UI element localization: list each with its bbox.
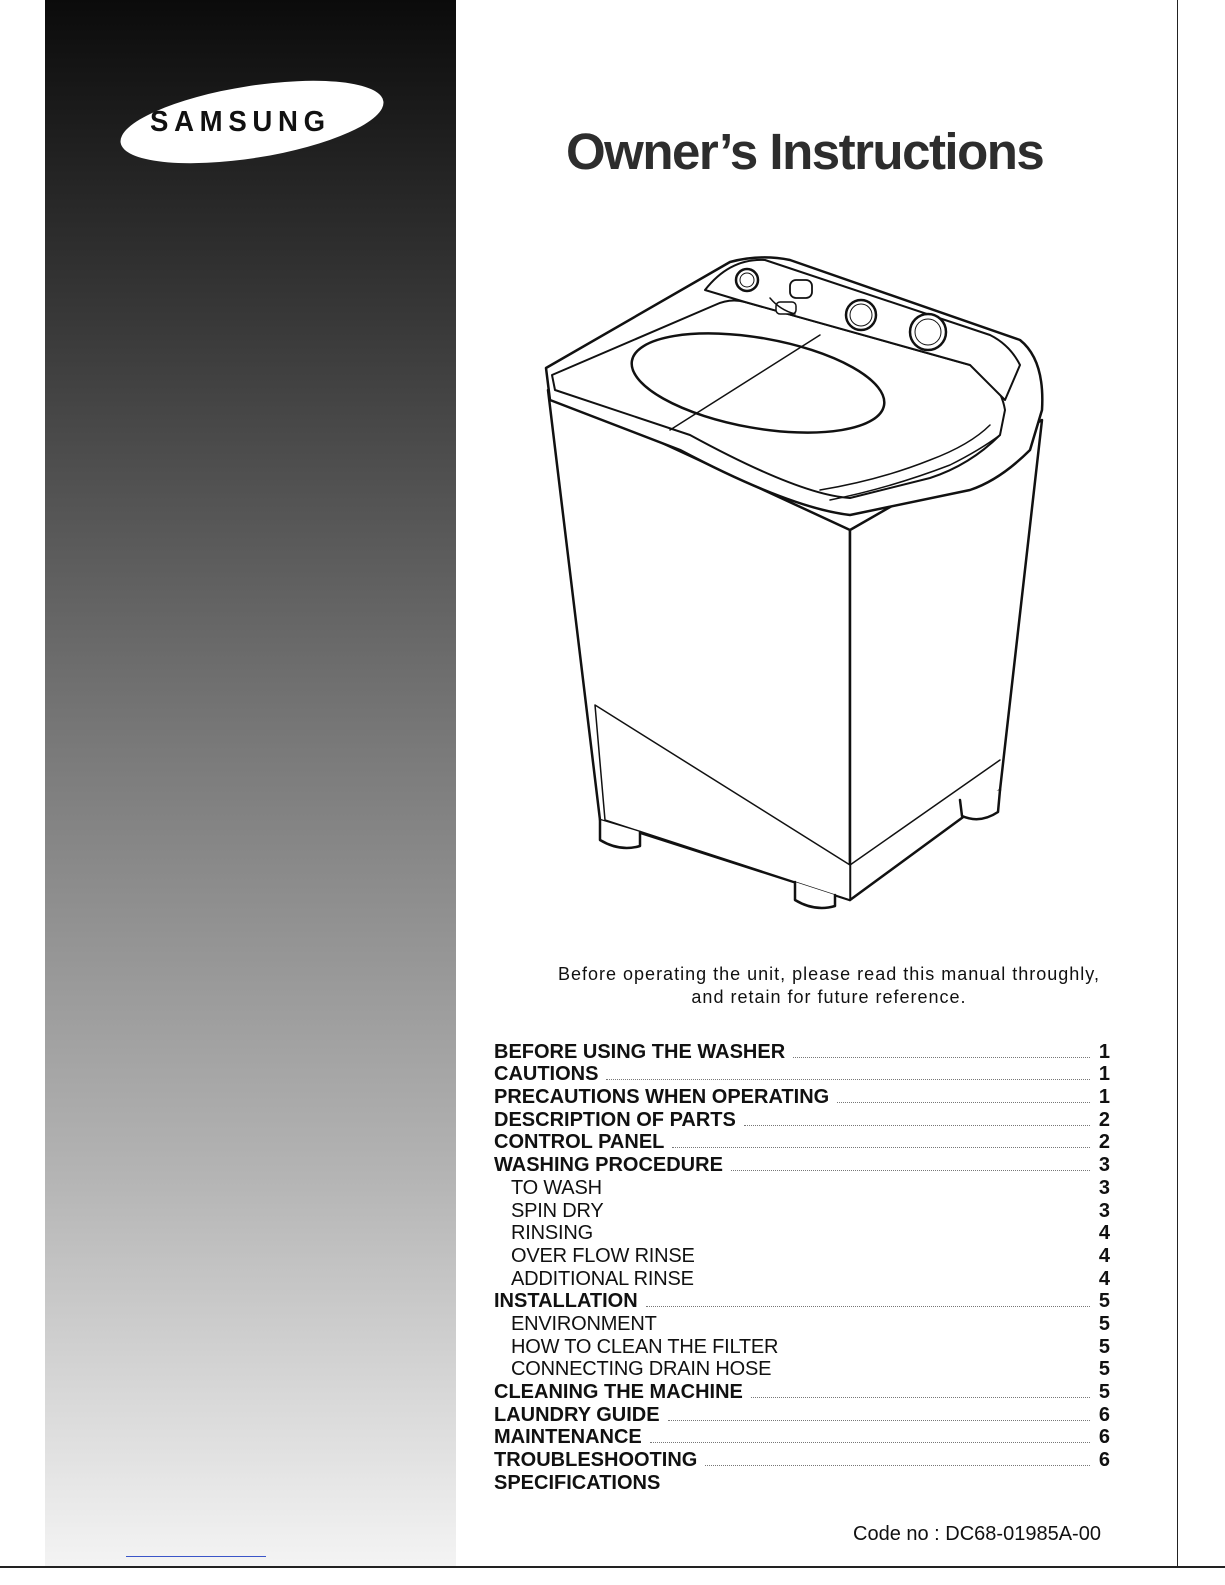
table-of-contents	[494, 1039, 1110, 1493]
toc-row[interactable]	[494, 1334, 1110, 1357]
toc-row[interactable]	[494, 1039, 1110, 1062]
twin-tub-washing-machine-icon	[530, 250, 1060, 910]
toc-row[interactable]	[494, 1175, 1110, 1198]
toc-label: CONTROL PANEL	[494, 1131, 665, 1154]
toc-label: RINSING	[511, 1222, 593, 1245]
toc-page-number: 6	[1098, 1426, 1110, 1449]
toc-label: OVER FLOW RINSE	[511, 1244, 695, 1267]
toc-row[interactable]	[494, 1243, 1110, 1266]
toc-row[interactable]	[494, 1084, 1110, 1107]
toc-label: DESCRIPTION OF PARTS	[494, 1108, 736, 1131]
toc-leader-dots	[650, 1442, 1090, 1443]
toc-row[interactable]	[494, 1221, 1110, 1244]
page-title: Owner’s Instructions	[566, 123, 1044, 180]
toc-row[interactable]	[494, 1402, 1110, 1425]
toc-label: CONNECTING DRAIN HOSE	[511, 1358, 772, 1381]
toc-page-number: 3	[1098, 1199, 1110, 1222]
toc-page-number: 5	[1098, 1290, 1110, 1313]
toc-leader-dots	[606, 1079, 1090, 1080]
toc-page-number: 5	[1098, 1335, 1110, 1358]
toc-page-number: 4	[1098, 1267, 1110, 1290]
notice-line-2: and retain for future reference.	[691, 987, 967, 1007]
toc-page-number: 4	[1098, 1222, 1110, 1245]
toc-label: INSTALLATION	[494, 1290, 638, 1313]
toc-page-number: 2	[1098, 1131, 1110, 1154]
toc-page-number: 6	[1098, 1449, 1110, 1472]
link-underline	[126, 1556, 266, 1557]
toc-leader-dots	[837, 1102, 1090, 1103]
toc-label: TROUBLESHOOTING	[494, 1449, 698, 1472]
toc-row[interactable]	[494, 1062, 1110, 1085]
toc-label: WASHING PROCEDURE	[494, 1154, 723, 1177]
toc-label: LAUNDRY GUIDE	[494, 1403, 660, 1426]
toc-page-number: 4	[1098, 1244, 1110, 1267]
toc-leader-dots	[731, 1170, 1090, 1171]
toc-label: SPIN DRY	[511, 1199, 604, 1222]
toc-page-number: 3	[1098, 1176, 1110, 1199]
toc-row[interactable]	[494, 1470, 1110, 1493]
page-border-bottom	[0, 1566, 1225, 1568]
toc-label: TO WASH	[511, 1176, 602, 1199]
reading-notice	[470, 963, 1188, 1009]
toc-leader-dots	[668, 1420, 1090, 1421]
toc-row[interactable]	[494, 1289, 1110, 1312]
toc-page-number: 1	[1098, 1086, 1110, 1109]
toc-label: MAINTENANCE	[494, 1426, 642, 1449]
page-border-right	[1177, 0, 1178, 1568]
toc-leader-dots	[744, 1125, 1090, 1126]
document-code: Code no : DC68-01985A-00	[853, 1523, 1101, 1545]
toc-row[interactable]	[494, 1266, 1110, 1289]
toc-row[interactable]	[494, 1311, 1110, 1334]
toc-row[interactable]	[494, 1357, 1110, 1380]
toc-label: BEFORE USING THE WASHER	[494, 1040, 786, 1063]
toc-row[interactable]	[494, 1379, 1110, 1402]
toc-page-number: 3	[1098, 1154, 1110, 1177]
toc-page-number: 6	[1098, 1403, 1110, 1426]
toc-label: CLEANING THE MACHINE	[494, 1381, 743, 1403]
toc-leader-dots	[705, 1465, 1090, 1466]
cover-sidebar-gradient	[45, 0, 456, 1568]
toc-leader-dots	[793, 1057, 1090, 1058]
toc-page-number: 1	[1098, 1063, 1110, 1086]
toc-label: ENVIRONMENT	[511, 1312, 657, 1335]
toc-page-number: 5	[1098, 1312, 1110, 1335]
brand-logo-text: SAMSUNG	[150, 106, 331, 138]
toc-label: SPECIFICATIONS	[494, 1471, 661, 1494]
toc-label: ADDITIONAL RINSE	[511, 1267, 694, 1290]
toc-page-number: 5	[1098, 1358, 1110, 1381]
toc-row[interactable]	[494, 1198, 1110, 1221]
toc-row[interactable]	[494, 1152, 1110, 1175]
toc-label: PRECAUTIONS WHEN OPERATING	[494, 1086, 830, 1109]
toc-row[interactable]	[494, 1107, 1110, 1130]
toc-leader-dots	[646, 1306, 1090, 1307]
toc-page-number: 1	[1098, 1040, 1110, 1063]
toc-leader-dots	[751, 1397, 1090, 1398]
toc-page-number: 5	[1098, 1381, 1110, 1403]
toc-label: CAUTIONS	[494, 1063, 599, 1086]
notice-line-1: Before operating the unit, please read this manual throughly,	[558, 964, 1100, 984]
toc-leader-dots	[672, 1147, 1090, 1148]
toc-label: HOW TO CLEAN THE FILTER	[511, 1335, 779, 1358]
toc-row[interactable]	[494, 1447, 1110, 1470]
toc-row[interactable]	[494, 1425, 1110, 1448]
toc-page-number: 2	[1098, 1108, 1110, 1131]
toc-row[interactable]	[494, 1130, 1110, 1153]
